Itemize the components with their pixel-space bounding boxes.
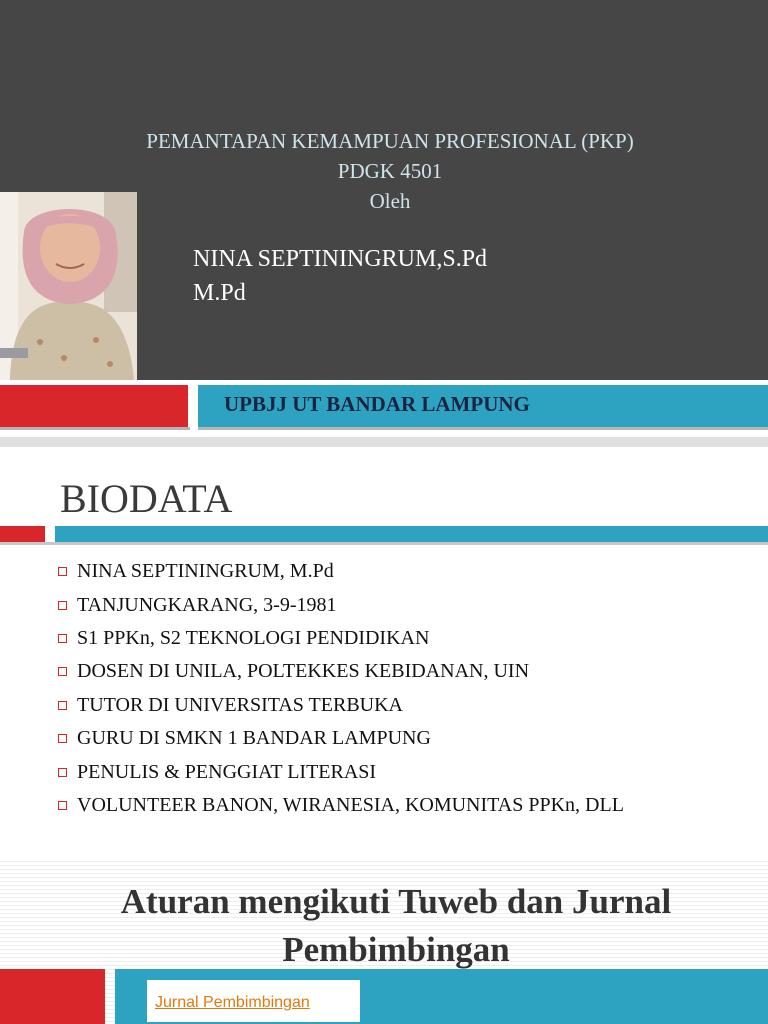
rules-heading — [0, 878, 768, 974]
presenter-name-line1: NINA SEPTININGRUM,S.Pd — [193, 246, 488, 272]
teal-accent-bar — [55, 526, 768, 542]
presenter-portrait — [0, 192, 137, 380]
title-line-by: Oleh — [369, 189, 411, 213]
square-bullet-icon — [58, 601, 67, 610]
list-item-text: VOLUNTEER BANON, WIRANESIA, KOMUNITAS PPKn, DLL — [77, 793, 624, 816]
title-line-course: PEMANTAPAN KEMAMPUAN PROFESIONAL (PKP) — [146, 129, 634, 153]
list-item — [58, 755, 624, 788]
teal-bar-shadow — [198, 427, 768, 430]
title-line-code: PDGK 4501 — [337, 159, 443, 183]
red-accent-bar — [0, 969, 105, 1024]
rules-heading-line2: Pembimbingan — [282, 930, 510, 969]
list-item — [58, 588, 624, 621]
list-item — [58, 789, 624, 822]
list-item — [58, 622, 624, 655]
square-bullet-icon — [58, 567, 67, 576]
red-bar-shadow — [0, 427, 190, 430]
presenter-name-line2: M.Pd — [193, 280, 246, 306]
square-bullet-icon — [58, 701, 67, 710]
slide-biodata — [0, 447, 768, 858]
list-item — [58, 689, 624, 722]
jurnal-pembimbingan-link[interactable]: Jurnal Pembimbingan — [155, 994, 310, 1011]
biodata-heading: BIODATA — [60, 476, 233, 521]
red-accent-bar — [0, 526, 45, 542]
presenter-name — [193, 242, 487, 310]
list-item — [58, 655, 624, 688]
square-bullet-icon — [58, 667, 67, 676]
accent-bar-shadow — [0, 542, 768, 545]
list-item — [58, 722, 624, 755]
list-item — [58, 555, 624, 588]
slide-title — [0, 0, 768, 437]
slide-divider — [0, 437, 768, 447]
square-bullet-icon — [58, 801, 67, 810]
list-item-text: NINA SEPTININGRUM, M.Pd — [77, 560, 334, 583]
list-item-text: TANJUNGKARANG, 3-9-1981 — [77, 593, 337, 616]
red-accent-bar — [0, 385, 188, 427]
list-item-text: PENULIS & PENGGIAT LITERASI — [77, 760, 377, 783]
square-bullet-icon — [58, 734, 67, 743]
list-item-text: GURU DI SMKN 1 BANDAR LAMPUNG — [77, 727, 431, 750]
square-bullet-icon — [58, 634, 67, 643]
presenter-photo — [0, 192, 137, 380]
square-bullet-icon — [58, 768, 67, 777]
rules-heading-line1: Aturan mengikuti Tuweb dan Jurnal — [120, 882, 672, 921]
list-item-text: TUTOR DI UNIVERSITAS TERBUKA — [77, 693, 403, 716]
list-item-text: DOSEN DI UNILA, POLTEKKES KEBIDANAN, UIN — [77, 660, 530, 683]
slide-rules — [0, 858, 768, 1024]
biodata-list — [58, 555, 624, 822]
institution-label: UPBJJ UT BANDAR LAMPUNG — [224, 392, 530, 416]
list-item-text: S1 PPKn, S2 TEKNOLOGI PENDIDIKAN — [77, 626, 430, 649]
